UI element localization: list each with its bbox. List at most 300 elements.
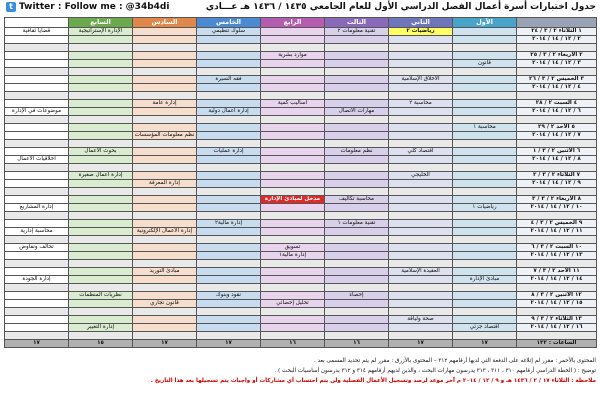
twitter-handle[interactable] bbox=[6, 2, 169, 12]
level-column-header: الثالث bbox=[325, 18, 389, 28]
separator-cell bbox=[325, 332, 389, 340]
course-cell bbox=[261, 268, 325, 276]
schedule-row bbox=[5, 156, 597, 164]
course-cell bbox=[389, 124, 453, 132]
separator-cell bbox=[325, 164, 389, 172]
day-cell: ١٥ / ١٢ / ١٤ / ٢٠١٤ bbox=[517, 300, 597, 308]
course-cell bbox=[261, 276, 325, 284]
course-cell bbox=[453, 268, 517, 276]
course-cell bbox=[197, 244, 261, 252]
course-cell: قانون تجاري bbox=[133, 300, 197, 308]
course-cell: نقود وبنوك bbox=[197, 292, 261, 300]
course-cell: رياضيات ١ bbox=[453, 204, 517, 212]
schedule-row bbox=[5, 220, 597, 228]
course-cell bbox=[69, 84, 133, 92]
course-cell: محاسبة ٢ bbox=[389, 100, 453, 108]
course-cell: مبادئ الإدارة bbox=[453, 276, 517, 284]
footnotes bbox=[4, 356, 596, 386]
separator-cell bbox=[453, 140, 517, 148]
total-hours-cell: ١٧ bbox=[453, 340, 517, 348]
separator-cell bbox=[453, 260, 517, 268]
legend-note: المحتوى بالأحمر : مقرر لم إتلاغه على الدفعة التي لديها أرقامهم ٣١٢ – المحتوى بالأزرق : مقرر لم يتم تحديد المسمى بعد . bbox=[313, 358, 596, 364]
course-cell bbox=[453, 316, 517, 324]
course-cell bbox=[325, 204, 389, 212]
schedule-row bbox=[5, 276, 597, 284]
separator-cell bbox=[261, 260, 325, 268]
day-cell: ٦ الاثنين ٢ / ٣ / ١ bbox=[517, 148, 597, 156]
course-cell bbox=[133, 196, 197, 204]
course-cell bbox=[133, 172, 197, 180]
day-cell: ٧ / ١٢ / ١٤ / ٢٠١٤ bbox=[517, 132, 597, 140]
separator-cell bbox=[197, 332, 261, 340]
separator-cell bbox=[389, 308, 453, 316]
course-cell bbox=[69, 60, 133, 68]
course-cell: موضوعات في الإدارة bbox=[5, 108, 69, 116]
separator-cell bbox=[69, 212, 133, 220]
course-cell: بحوث الأعمال bbox=[69, 148, 133, 156]
day-separator bbox=[5, 260, 597, 268]
separator-cell bbox=[69, 44, 133, 52]
day-separator bbox=[5, 236, 597, 244]
course-cell bbox=[69, 268, 133, 276]
total-hours-cell: ١٦ bbox=[325, 340, 389, 348]
course-cell bbox=[133, 28, 197, 36]
course-cell bbox=[453, 132, 517, 140]
course-cell bbox=[133, 108, 197, 116]
course-cell: إدارة التغيير bbox=[69, 324, 133, 332]
course-cell bbox=[261, 156, 325, 164]
course-cell bbox=[197, 84, 261, 92]
course-cell bbox=[69, 132, 133, 140]
course-cell bbox=[197, 196, 261, 204]
separator-cell bbox=[69, 260, 133, 268]
separator-cell bbox=[325, 140, 389, 148]
course-cell bbox=[69, 220, 133, 228]
day-cell: ١٣ الثلاثاء ٢ / ٣ / ٩ bbox=[517, 316, 597, 324]
level-column-header: الأول bbox=[453, 18, 517, 28]
total-hours-cell: ١٧ bbox=[389, 340, 453, 348]
course-cell bbox=[261, 172, 325, 180]
course-cell: فقه السيرة bbox=[197, 76, 261, 84]
schedule-row bbox=[5, 252, 597, 260]
course-cell bbox=[389, 292, 453, 300]
day-cell: ١٢ الاثنين ٢ / ٣ / ٨ bbox=[517, 292, 597, 300]
course-cell: مهارات الاتصال bbox=[325, 108, 389, 116]
separator-cell bbox=[261, 212, 325, 220]
course-cell bbox=[133, 76, 197, 84]
course-cell: إدارة الجودة bbox=[5, 276, 69, 284]
separator-cell bbox=[197, 44, 261, 52]
course-cell bbox=[325, 132, 389, 140]
course-cell bbox=[133, 292, 197, 300]
schedule-row bbox=[5, 268, 597, 276]
total-hours-cell: ١٥ bbox=[69, 340, 133, 348]
course-cell bbox=[325, 300, 389, 308]
course-cell bbox=[325, 276, 389, 284]
separator-cell bbox=[69, 68, 133, 76]
separator-cell bbox=[197, 188, 261, 196]
course-cell: محاسبة ١ bbox=[453, 124, 517, 132]
course-cell bbox=[453, 252, 517, 260]
separator-cell bbox=[389, 116, 453, 124]
separator-cell bbox=[69, 140, 133, 148]
separator-cell bbox=[261, 44, 325, 52]
course-cell bbox=[325, 244, 389, 252]
separator-cell bbox=[453, 284, 517, 292]
separator-cell bbox=[261, 284, 325, 292]
day-cell: ٣ الخميس ٢ / ٣ / ٢٦ bbox=[517, 76, 597, 84]
separator-cell bbox=[69, 308, 133, 316]
separator-cell bbox=[517, 68, 597, 76]
clarification-note: توضيح : ( الخطة الدراسي أرقامهم ٣١٠ ، ٣١١ ، ٣١٣ يدرسون مهارات البحث ، والذين لديهم أرقامهم ٣١٤ و ٣١٢ يدرسون أساسيات البحث ) . bbox=[274, 368, 596, 374]
separator-cell bbox=[389, 236, 453, 244]
course-cell: قضايا ثقافية bbox=[5, 28, 69, 36]
day-cell: ٨ الأربعاء ٢ / ٣ / ٣ bbox=[517, 196, 597, 204]
separator-cell bbox=[5, 140, 69, 148]
course-cell bbox=[325, 124, 389, 132]
separator-cell bbox=[453, 164, 517, 172]
separator-cell bbox=[389, 332, 453, 340]
course-cell bbox=[325, 76, 389, 84]
course-cell: رياضيات ٢ bbox=[389, 28, 453, 36]
course-cell bbox=[197, 252, 261, 260]
total-hours-cell: ١٧ bbox=[197, 340, 261, 348]
separator-cell bbox=[5, 332, 69, 340]
course-cell bbox=[261, 60, 325, 68]
course-cell bbox=[197, 100, 261, 108]
total-hours-cell: ١٧ bbox=[5, 340, 69, 348]
separator-cell bbox=[133, 236, 197, 244]
course-cell: الإدارة الإستراتيجية bbox=[69, 28, 133, 36]
separator-cell bbox=[389, 284, 453, 292]
course-cell bbox=[453, 100, 517, 108]
schedule-row bbox=[5, 124, 597, 132]
schedule-row bbox=[5, 292, 597, 300]
course-cell bbox=[133, 36, 197, 44]
schedule-row bbox=[5, 76, 597, 84]
course-cell: إدارة المعرفة bbox=[133, 180, 197, 188]
separator-cell bbox=[197, 284, 261, 292]
course-cell bbox=[453, 148, 517, 156]
totals-label: الساعات : ١٣٢ bbox=[517, 340, 597, 348]
course-cell bbox=[261, 228, 325, 236]
course-cell bbox=[325, 252, 389, 260]
course-cell bbox=[389, 276, 453, 284]
schedule-row bbox=[5, 316, 597, 324]
course-cell bbox=[261, 76, 325, 84]
schedule-row bbox=[5, 204, 597, 212]
course-cell: إدارة الأعمال الإلكترونية bbox=[133, 228, 197, 236]
course-cell bbox=[5, 316, 69, 324]
course-cell bbox=[5, 300, 69, 308]
course-cell: محاسبة إدارية bbox=[5, 228, 69, 236]
course-cell: نظم معلومات bbox=[325, 148, 389, 156]
separator-cell bbox=[453, 308, 517, 316]
separator-cell bbox=[5, 116, 69, 124]
course-cell bbox=[261, 28, 325, 36]
day-column-header bbox=[517, 18, 597, 28]
separator-cell bbox=[261, 164, 325, 172]
separator-cell bbox=[517, 140, 597, 148]
separator-cell bbox=[325, 212, 389, 220]
course-cell bbox=[133, 244, 197, 252]
separator-cell bbox=[69, 92, 133, 100]
course-cell: أخلاقيات الأعمال bbox=[5, 156, 69, 164]
course-cell bbox=[197, 36, 261, 44]
separator-cell bbox=[261, 116, 325, 124]
day-cell: ٣ / ١٢ / ١٤ / ٢٠١٤ bbox=[517, 60, 597, 68]
separator-cell bbox=[389, 188, 453, 196]
separator-cell bbox=[261, 236, 325, 244]
course-cell bbox=[453, 28, 517, 36]
separator-cell bbox=[389, 164, 453, 172]
separator-cell bbox=[261, 188, 325, 196]
separator-cell bbox=[517, 116, 597, 124]
course-cell bbox=[133, 316, 197, 324]
course-cell bbox=[197, 324, 261, 332]
separator-cell bbox=[5, 44, 69, 52]
course-cell bbox=[261, 124, 325, 132]
schedule-row bbox=[5, 100, 597, 108]
day-separator bbox=[5, 44, 597, 52]
day-separator bbox=[5, 116, 597, 124]
separator-cell bbox=[197, 260, 261, 268]
separator-cell bbox=[133, 68, 197, 76]
day-cell: ٦ / ١٢ / ١٤ / ٢٠١٤ bbox=[517, 108, 597, 116]
separator-cell bbox=[5, 188, 69, 196]
course-cell: قانون bbox=[453, 60, 517, 68]
course-cell bbox=[133, 252, 197, 260]
course-cell bbox=[389, 196, 453, 204]
course-cell bbox=[261, 324, 325, 332]
course-cell bbox=[453, 172, 517, 180]
course-cell bbox=[197, 316, 261, 324]
course-cell: الأخلاق الإسلامية bbox=[389, 76, 453, 84]
header-row bbox=[5, 18, 597, 28]
course-cell bbox=[5, 220, 69, 228]
separator-cell bbox=[261, 332, 325, 340]
course-cell: إحصاء bbox=[325, 292, 389, 300]
course-cell bbox=[5, 196, 69, 204]
course-cell: إدارة أعمال دولية bbox=[197, 108, 261, 116]
course-cell bbox=[453, 300, 517, 308]
separator-cell bbox=[517, 44, 597, 52]
day-cell: ١٠ / ١٢ / ١٤ / ٢٠١٤ bbox=[517, 204, 597, 212]
separator-cell bbox=[133, 332, 197, 340]
course-cell bbox=[197, 268, 261, 276]
course-cell: موارد بشرية bbox=[261, 52, 325, 60]
course-cell: تحليل إحصائي bbox=[261, 300, 325, 308]
course-cell bbox=[325, 228, 389, 236]
course-cell bbox=[453, 180, 517, 188]
course-cell bbox=[261, 36, 325, 44]
schedule-row bbox=[5, 148, 597, 156]
separator-cell bbox=[453, 212, 517, 220]
course-cell bbox=[197, 180, 261, 188]
separator-cell bbox=[5, 284, 69, 292]
separator-cell bbox=[5, 236, 69, 244]
course-cell bbox=[69, 276, 133, 284]
course-cell bbox=[389, 60, 453, 68]
course-cell bbox=[197, 300, 261, 308]
separator-cell bbox=[133, 308, 197, 316]
course-cell: اقتصاد جزئي bbox=[453, 324, 517, 332]
day-cell: ١٤ / ١٢ / ١٤ / ٢٠١٤ bbox=[517, 276, 597, 284]
course-cell bbox=[5, 52, 69, 60]
separator-cell bbox=[261, 308, 325, 316]
deadline-note: ملاحظة : الثلاثاء ١٧ / ٢ / ١٤٣٦ هـ و ٩ / ١٢ / ٢٠١٤ م آخر موعد لرصد وتسجيل الأعمال الفصلية ولن يتم احتساب أي مشاركات أو واجبات يتم تسجيلها بعد هذا التاريخ . bbox=[150, 378, 596, 384]
course-cell bbox=[133, 60, 197, 68]
total-hours-cell: ١٦ bbox=[261, 340, 325, 348]
course-cell bbox=[325, 316, 389, 324]
level-column-header: الثامن bbox=[5, 18, 69, 28]
course-cell bbox=[261, 180, 325, 188]
day-separator bbox=[5, 164, 597, 172]
separator-cell bbox=[453, 332, 517, 340]
schedule-row bbox=[5, 84, 597, 92]
separator-cell bbox=[261, 92, 325, 100]
separator-cell bbox=[5, 212, 69, 220]
course-cell bbox=[5, 36, 69, 44]
header bbox=[0, 2, 600, 16]
separator-cell bbox=[197, 236, 261, 244]
day-cell: ٢ / ١٢ / ١٤ / ٢٠١٤ bbox=[517, 36, 597, 44]
course-cell: تقنية معلومات ١ bbox=[325, 220, 389, 228]
course-cell: تسويق bbox=[261, 244, 325, 252]
day-cell: ٢ الأربعاء ٢ / ٣ / ٢٥ bbox=[517, 52, 597, 60]
separator-cell bbox=[389, 68, 453, 76]
course-cell bbox=[197, 276, 261, 284]
course-cell bbox=[261, 84, 325, 92]
course-cell bbox=[133, 52, 197, 60]
separator-cell bbox=[325, 308, 389, 316]
course-cell: إدارة أعمال صغيرة bbox=[69, 172, 133, 180]
totals-row bbox=[5, 340, 597, 348]
course-cell bbox=[197, 124, 261, 132]
course-cell bbox=[133, 204, 197, 212]
separator-cell bbox=[517, 92, 597, 100]
day-cell: ٧ الثلاثاء ٢ / ٣ / ٢ bbox=[517, 172, 597, 180]
course-cell bbox=[261, 292, 325, 300]
course-cell bbox=[325, 60, 389, 68]
day-cell: ١١ / ١٢ / ١٤ / ٢٠١٤ bbox=[517, 228, 597, 236]
separator-cell bbox=[197, 164, 261, 172]
course-cell bbox=[5, 268, 69, 276]
separator-cell bbox=[197, 116, 261, 124]
course-cell bbox=[5, 76, 69, 84]
separator-cell bbox=[517, 308, 597, 316]
course-cell bbox=[197, 132, 261, 140]
course-cell bbox=[197, 156, 261, 164]
course-cell: العقيدة الإسلامية bbox=[389, 268, 453, 276]
course-cell bbox=[453, 244, 517, 252]
separator-cell bbox=[517, 332, 597, 340]
course-cell: محاسبة تكاليف bbox=[325, 196, 389, 204]
course-cell bbox=[197, 204, 261, 212]
course-cell bbox=[261, 108, 325, 116]
course-cell bbox=[133, 220, 197, 228]
separator-cell bbox=[517, 212, 597, 220]
course-cell: تقنية معلومات ٢ bbox=[325, 28, 389, 36]
separator-cell bbox=[325, 44, 389, 52]
course-cell bbox=[69, 52, 133, 60]
day-cell: ٥ الأحد ٢ / ٢٩ bbox=[517, 124, 597, 132]
separator-cell bbox=[325, 284, 389, 292]
course-cell bbox=[453, 84, 517, 92]
separator-cell bbox=[197, 212, 261, 220]
schedule-row bbox=[5, 28, 597, 36]
course-cell bbox=[69, 156, 133, 164]
level-column-header: الثاني bbox=[389, 18, 453, 28]
separator-cell bbox=[261, 68, 325, 76]
separator-cell bbox=[133, 212, 197, 220]
course-cell bbox=[389, 132, 453, 140]
separator-cell bbox=[69, 332, 133, 340]
course-cell bbox=[261, 316, 325, 324]
course-cell bbox=[389, 84, 453, 92]
twitter-text: Twitter : Follow me : @34b4di bbox=[19, 2, 170, 12]
course-cell bbox=[5, 60, 69, 68]
course-cell: إدارة عامة bbox=[133, 100, 197, 108]
course-cell bbox=[261, 220, 325, 228]
course-cell bbox=[69, 100, 133, 108]
day-cell: ١٠ السبت ٢ / ٣ / ٦ bbox=[517, 244, 597, 252]
course-cell bbox=[69, 124, 133, 132]
course-cell bbox=[325, 324, 389, 332]
course-cell bbox=[69, 300, 133, 308]
separator-cell bbox=[133, 260, 197, 268]
separator-cell bbox=[517, 260, 597, 268]
exam-schedule-table bbox=[4, 17, 597, 348]
course-cell bbox=[5, 324, 69, 332]
separator-cell bbox=[453, 68, 517, 76]
separator-cell bbox=[325, 188, 389, 196]
page-title: جدول اختبارات أسرة أعمال الفصل الدراسي الأول للعام الجامعي ١٤٣٥ / ١٤٣٦ هـ عـــادي bbox=[205, 2, 596, 12]
twitter-icon: t bbox=[6, 2, 16, 12]
course-cell bbox=[69, 196, 133, 204]
course-cell bbox=[69, 204, 133, 212]
course-cell bbox=[197, 228, 261, 236]
level-column-header: السابع bbox=[69, 18, 133, 28]
day-cell: ٤ السبت ٢ / ٢٨ bbox=[517, 100, 597, 108]
course-cell bbox=[453, 76, 517, 84]
separator-cell bbox=[389, 92, 453, 100]
day-separator bbox=[5, 212, 597, 220]
course-cell bbox=[389, 108, 453, 116]
day-separator bbox=[5, 140, 597, 148]
course-cell bbox=[5, 292, 69, 300]
course-cell bbox=[69, 76, 133, 84]
course-cell bbox=[69, 228, 133, 236]
day-cell: ٩ / ١٢ / ١٤ / ٢٠١٤ bbox=[517, 180, 597, 188]
course-cell bbox=[325, 268, 389, 276]
course-cell bbox=[325, 84, 389, 92]
course-cell bbox=[5, 252, 69, 260]
separator-cell bbox=[325, 92, 389, 100]
course-cell bbox=[325, 100, 389, 108]
course-cell bbox=[389, 36, 453, 44]
course-cell bbox=[261, 204, 325, 212]
course-cell bbox=[389, 220, 453, 228]
separator-cell bbox=[325, 68, 389, 76]
schedule-row bbox=[5, 36, 597, 44]
course-cell bbox=[453, 156, 517, 164]
course-cell bbox=[325, 156, 389, 164]
separator-cell bbox=[197, 92, 261, 100]
course-cell: نظم معلومات المؤسسات bbox=[133, 132, 197, 140]
course-cell bbox=[325, 52, 389, 60]
course-cell bbox=[389, 180, 453, 188]
